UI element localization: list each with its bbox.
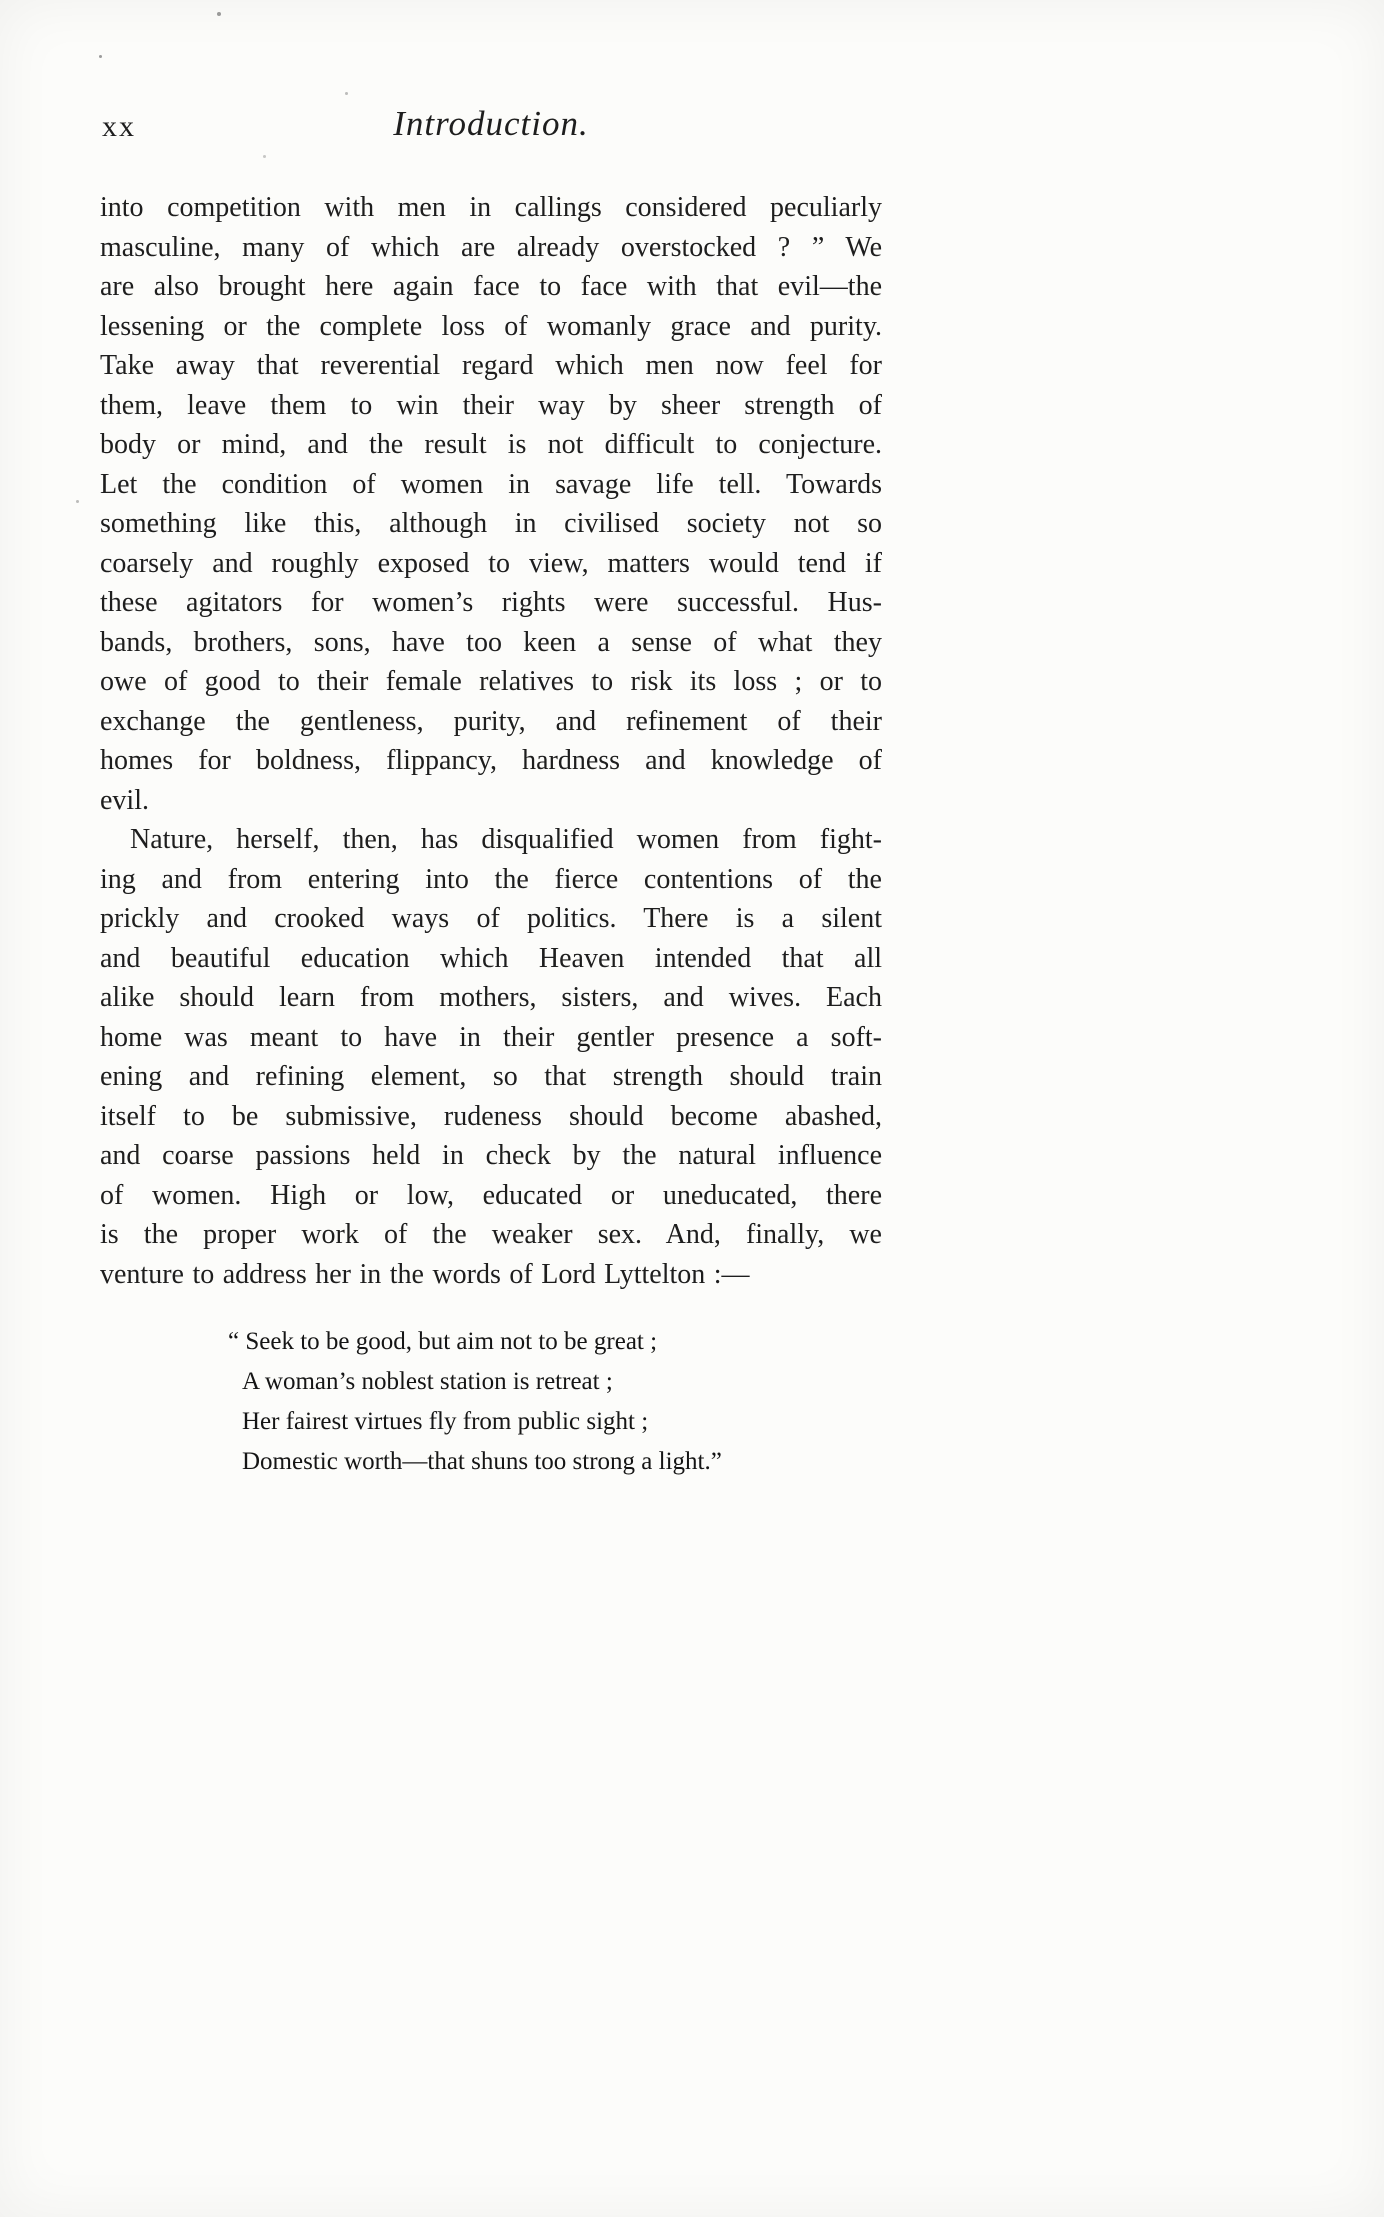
text-line: home was meant to have in their gentler presence a soft- [100, 1021, 882, 1053]
text-line: venture to address her in the words of Lord Lyttelton :— [100, 1258, 750, 1290]
text-line: and coarse passions held in check by the natural influence [100, 1140, 882, 1171]
poem-line: A woman’s noblest station is retreat ; [242, 1368, 613, 1395]
text-line: body or mind, and the result is not difficult to conjecture. [100, 429, 882, 460]
text-line: evil. [100, 784, 149, 816]
text-line: these agitators for women’s rights were successful. Hus- [100, 587, 882, 618]
text-line: Take away that reverential regard which men now feel for [100, 350, 882, 381]
poem-line: Her fairest virtues fly from public sight ; [242, 1408, 649, 1435]
text-line: homes for boldness, flippancy, hardness and knowledge of [100, 745, 882, 776]
text-line: prickly and crooked ways of politics. There is a silent [100, 903, 882, 934]
text-line: Let the condition of women in savage life tell. Towards [100, 468, 882, 500]
text-line: alike should learn from mothers, sisters, and wives. Each [100, 982, 882, 1013]
text-line: masculine, many of which are already overstocked ? ” We [100, 231, 882, 263]
scan-artifact [345, 92, 348, 95]
page-header [100, 104, 882, 154]
text-line: ening and refining element, so that strength should train [100, 1061, 882, 1092]
poem-quote [100, 1322, 882, 1482]
text-line: of women. High or low, educated or uneducated, there [100, 1179, 882, 1211]
text-line: something like this, although in civilised society not so [100, 508, 882, 539]
scan-artifact [99, 55, 102, 58]
text-line: itself to be submissive, rudeness should become abashed, [100, 1100, 882, 1132]
text-line: lessening or the complete loss of womanly grace and purity. [100, 310, 882, 342]
text-line: bands, brothers, sons, have too keen a sense of what they [100, 626, 882, 658]
text-line: into competition with men in callings considered peculiarly [100, 192, 882, 223]
scan-artifact [76, 500, 79, 503]
poem-line: Domestic worth—that shuns too strong a light.” [242, 1448, 722, 1475]
text-line: and beautiful education which Heaven intended that all [100, 942, 882, 974]
text-line: is the proper work of the weaker sex. And, finally, we [100, 1219, 882, 1250]
text-line: Nature, herself, then, has disqualified women from fight- [130, 824, 882, 855]
text-line: ing and from entering into the fierce contentions of the [100, 863, 882, 895]
poem-line: “ Seek to be good, but aim not to be great ; [228, 1328, 658, 1355]
text-line: owe of good to their female relatives to risk its loss ; or to [100, 666, 882, 697]
text-line: exchange the gentleness, purity, and refinement of their [100, 705, 882, 737]
page-title: Introduction. [393, 104, 589, 143]
scan-artifact [217, 12, 221, 16]
text-line: are also brought here again face to face with that evil—the [100, 271, 882, 302]
page-number: xx [102, 110, 136, 143]
text-line: coarsely and roughly exposed to view, matters would tend if [100, 547, 882, 579]
text-column [100, 104, 882, 1482]
body-text [100, 188, 882, 1294]
text-line: them, leave them to win their way by sheer strength of [100, 389, 882, 421]
